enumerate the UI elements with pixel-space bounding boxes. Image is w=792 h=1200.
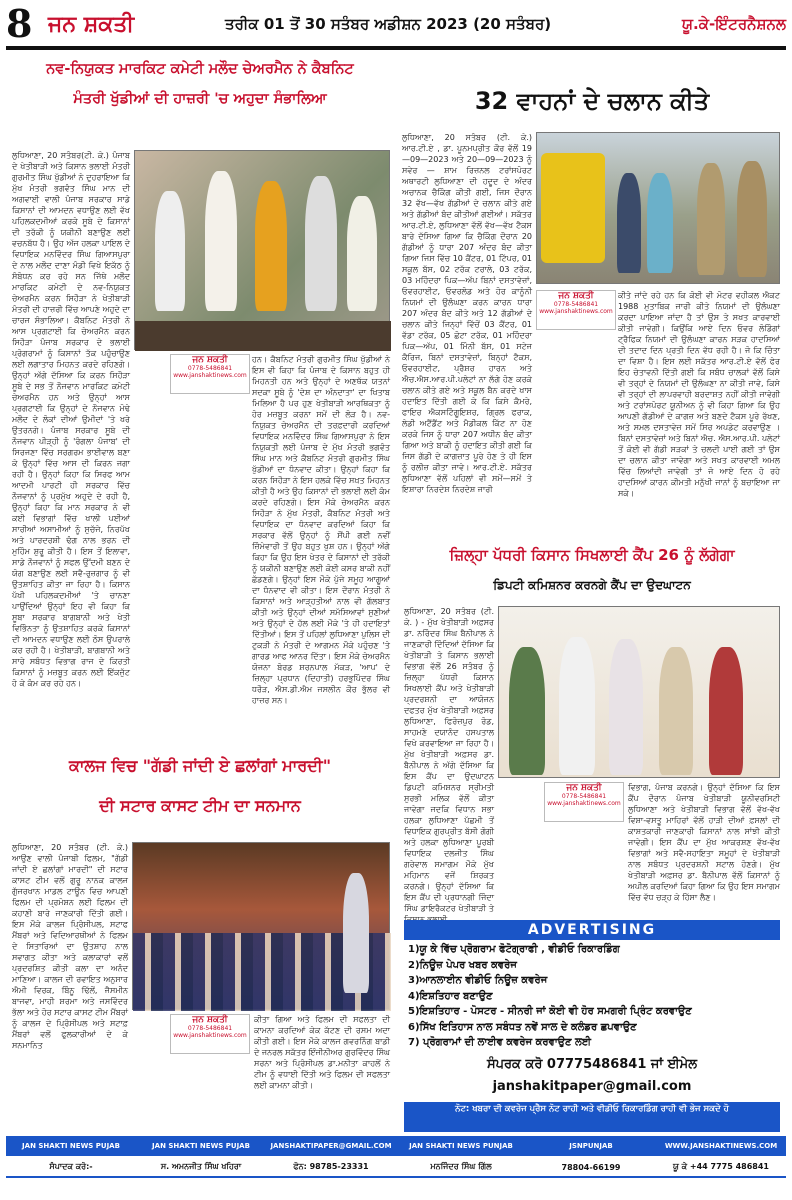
advertising-contact <box>404 1054 780 1100</box>
badge-phone: 0778-5486841 <box>187 365 233 372</box>
a2-column-1: ਲੁਧਿਆਣਾ, 20 ਸਤੰਬਰ (ਟੀ. ਕੇ.) ਆਰ.ਟੀ.ਏ , ਡਾ. ਪੂਨਮਪ੍ਰੀਤ ਕੌਰ ਵੱਲੋਂ 19—09—2023 ਅਤੇ 20—09—2023 ਨੂੰ ਸਵੇਰ — ਸ਼ਾਮ ਰਿਜ਼ਨਲ ਟਰਾਂਸਪੋਰਟ ਅਥਾਰਟੀ ਲੁਧਿਆਣਾ ਦੀ ਹਦੂਦ ਦੇ ਅੰਦਰ ਅਚਾਨਕ ਚੈਕਿੰਗ ਕੀਤੀ ਗਈ, ਜਿਸ ਦੌਰਾਨ 32 ਵੱਖ—ਵੱਖ ਗੱਡੀਆਂ ਦੇ ਚਲਾਨ ਕੀਤੇ ਗਏ ਅਤੇ ਗੱਡੀਆਂ ਬੰਦ ਕੀਤੀਆਂ ਗਈਆਂ। ਸਕੱਤਰ ਆਰ.ਟੀ.ਏ, ਲੁਧਿਆਣਾ ਵੱਲੋਂ ਵੱਖ—ਵੱਖ ਟੈਕਸ ਬਾਰੇ ਦੱਸਿਆ ਗਿਆ ਕਿ ਚੈਕਿੰਗ ਦੌਰਾਨ 20 ਗੱਡੀਆਂ ਨੂੰ ਧਾਰਾ 207 ਅੰਦਰ ਬੰਦ ਕੀਤਾ ਗਿਆ ਜਿਸ ਵਿੱਚ 10 ਕੈਂਟਰ, 01 ਟਿੱਪਰ, 01 ਸਕੂਲ ਬੱਸ, 02 ਟਰੱਕ ਟਰਾਲੇ, 03 ਟਰੱਕ, 03 ਮਹਿੰਦਰਾ ਪਿਕ—ਅੱਪ ਬਿਨਾਂ ਦਸਤਾਵੇਜ਼ਾਂ, ਓਵਰਹਾਈਟ, ਓਵਰਲੋਡ ਅਤੇ ਹੋਰ ਕਾਨੂੰਨੀ ਨਿਯਮਾਂ ਦੀ ਉਲੰਘਣਾ ਕਰਨ ਕਾਰਨ ਧਾਰਾ 207 ਅੰਦਰ ਬੰਦ ਕੀਤੇ ਅਤੇ 12 ਗੱਡੀਆਂ ਦੇ ਚਲਾਨ ਕੀਤੇ ਜਿਨ੍ਹਾਂ ਵਿੱਚੋਂ 03 ਕੈਂਟਰ, 01 ਵੱਡਾ ਟਰੱਕ, 05 ਛੋਟਾ ਟਰੱਕ, 01 ਮਹਿੰਦਰਾ ਪਿਕ—ਅੱਪ, 01 ਮਿੰਨੀ ਬੱਸ, 01 ਸਟੇਜ ਕੈਰਿਜ, ਬਿਨਾਂ ਦਸਤਾਵੇਜ਼ਾਂ, ਬਿਨ੍ਹਾਂ ਟੈਕਸ, ਓਵਰਹਾਈਟ, ਪ੍ਰੈਸ਼ਰ ਹਾਰਨ ਅਤੇ ਐਚ.ਐਸ.ਆਰ.ਪੀ.ਪਲੇਟਾਂ ਨਾ ਲੱਗੇ ਹੋਣ ਕਰਕੇ ਚਲਾਨ ਕੀਤੇ ਗਏ ਅਤੇ ਸਕੂਲ ਬੈਨ ਕਰਦੇ ਖਾਸ ਹਦਾਇਤ ਦਿੱਤੀ ਗਈ ਕੇ ਕਿ ਕਿਸੇ ਕੈਮਰੇ, ਫਾਇਰ ਐਕਸਟਿੰਗੂਇਸ਼ਰ, ਗ੍ਰਿਲ ਫਰਾਕ, ਲੇਡੀ ਅਟੈਂਡੈਂਟ ਅਤੇ ਮੈਡੀਕਲ ਕਿੱਟ ਨਾ ਹੋਣ ਕਰਕੇ ਜਿਸ ਨੂੰ ਧਾਰਾ 207 ਅਧੀਨ ਬੰਦ ਕੀਤਾ ਗਿਆ ਅਤੇ ਬਾਕੀ ਨੂੰ ਹਦਾਇਤ ਕੀਤੀ ਗਈ ਕਿ ਜਿਸ ਗੱਡੀ ਦੇ ਕਾਗਜ਼ਾਤ ਪੂਰੇ ਹੋਣ ਤੇ ਹੀ ਇਸ ਨੂੰ ਰਲੀਜ਼ ਕੀਤਾ ਜਾਵੇ। ਆਰ.ਟੀ.ਏ. ਸਕੱਤਰ ਲੁਧਿਆਣਾ ਵੱਲੋਂ ਪਹਿਲਾਂ ਵੀ ਸਮੇਂ—ਸਮੇਂ ਤੇ ਇਸ਼ਾਰਾ ਨਿਰਦੇਸ਼ ਨਿਰਦੇਸ਼ ਜਾਰੀ <box>402 133 532 494</box>
instagram-link[interactable]: JAN SHAKTI NEWS PUNJAB <box>409 1142 513 1150</box>
a1-headline-2: ਮੰਤਰੀ ਖੁੱਡੀਆਂ ਦੀ ਹਾਜ਼ਰੀ 'ਚ ਅਹੁਦਾ ਸੰਭਾਲਿਆ <box>73 91 327 107</box>
person-figure <box>559 637 595 775</box>
ad-item: 6)ਸਿੱਖ ਇਤਿਹਾਸ ਨਾਲ ਸਬੰਧਤ ਨਵੇਂ ਸਾਲ ਦੇ ਕਲੰਡਰ ਛਪਵਾਉਣ <box>408 1021 637 1033</box>
a3-photo <box>498 606 780 778</box>
email-link[interactable]: JANSHAKTIPAPER@GMAIL.COM <box>270 1142 392 1150</box>
badge-phone: 0778-5486841 <box>187 1025 233 1032</box>
credit-editor-name: ਸ. ਅਮਨਜੀਤ ਸਿੰਘ ਖਹਿਰਾ <box>160 1162 242 1171</box>
credit-uk-phone: ਯੂ ਕੇ +44 7775 486841 <box>673 1162 769 1171</box>
person-figure <box>205 171 237 311</box>
a1-column-1: ਲੁਧਿਆਣਾ, 20 ਸਤੰਬਰ(ਟੀ. ਕੇ.) ਪੰਜਾਬ ਦੇ ਖੇਤੀਬਾੜੀ ਅਤੇ ਕਿਸਾਨ ਭਲਾਈ ਮੰਤਰੀ ਗੁਰਮੀਤ ਸਿੰਘ ਖੁੱਡੀਆਂ ਨੇ ਦੁਹਰਾਇਆ ਕਿ ਮੁੱਖ ਮੰਤਰੀ ਭਗਵੰਤ ਸਿੰਘ ਮਾਨ ਦੀ ਅਗਵਾਈ ਵਾਲੀ ਪੰਜਾਬ ਸਰਕਾਰ ਸਾਡੇ ਕਿਸਾਨਾਂ ਦੀ ਆਮਦਨ ਵਧਾਉਣ ਲਈ ਵੱਖ ਪਹਿਲਕਦਮੀਆਂ ਕਰਕੇ ਸੂਬੇ ਦੇ ਕਿਸਾਨਾਂ ਦੀ ਤਰੱਕੀ ਨੂੰ ਯਕੀਨੀ ਬਣਾਉਣ ਲਈ ਵਚਨਬੱਧ ਹੈ। ਉਹ ਅੱਜ ਹਲਕਾ ਪਾਇਲ ਦੇ ਵਿਧਾਇਕ ਮਨਵਿੰਦਰ ਸਿੰਘ ਗਿਆਸਪੁਰਾ ਦੇ ਨਾਲ ਮਲੌਦ ਦਾਣਾ ਮੰਡੀ ਵਿਖੇ ਇਕੱਠ ਨੂੰ ਸੰਬੋਧਨ ਕਰ ਰਹੇ ਸਨ ਜਿੱਥੇ ਮਲੌਦ ਮਾਰਕਿਟ ਕਮੇਟੀ ਦੇ ਨਵ-ਨਿਯੁਕਤ ਚੇਅਰਮੈਨ ਕਰਨ ਸਿਹੌੜਾ ਨੇ ਖੇਤੀਬਾੜੀ ਮੰਤਰੀ ਦੀ ਹਾਜ਼ਰੀ ਵਿੱਚ ਆਪਣੇ ਅਹੁਦੇ ਦਾ ਚਾਰਜ ਸੰਭਾਲਿਆ। ਕੈਬਨਿਟ ਮੰਤਰੀ ਨੇ ਆਸ ਪ੍ਰਗਟਾਈ ਕਿ ਚੇਅਰਮੈਨ ਕਰਨ ਸਿਹੌੜਾ ਪੰਜਾਬ ਸਰਕਾਰ ਦੇ ਭਲਾਈ ਪ੍ਰੋਗਰਾਮਾਂ ਨੂੰ ਕਿਸਾਨਾਂ ਤੱਕ ਪਹੁੰਚਾਉਣ ਲਈ ਲਗਾਤਾਰ ਮਿਹਨਤ ਕਰਦੇ ਰਹਿਣਗੇ। ਉਨ੍ਹਾਂ ਅੱਗੇ ਦੱਸਿਆ ਕਿ ਕਰਨ ਸਿਹੌੜਾ ਸੂਬੇ ਦੇ ਸਭ ਤੋਂ ਨੌਜਵਾਨ ਮਾਰਕਿਟ ਕਮੇਟੀ ਚੇਅਰਮੈਨ ਹਨ ਅਤੇ ਉਨ੍ਹਾਂ ਆਸ ਪ੍ਰਗਟਾਈ ਕਿ ਉਨ੍ਹਾਂ ਦੇ ਨੌਜਵਾਨ ਮੋਢੇ ਮਲੌਦ ਦੇ ਲੋਕਾਂ ਦੀਆਂ ਉਮੀਦਾਂ 'ਤੇ ਖਰੇ ਉਤਰਨਗੇ। ਪੰਜਾਬ ਸਰਕਾਰ ਸੂਬੇ ਦੀ ਨੌਜਵਾਨ ਪੀੜ੍ਹੀ ਨੂੰ 'ਰੰਗਲਾ ਪੰਜਾਬ' ਦੀ ਸਿਰਜਣਾ ਵਿੱਚ ਸਰਗਰਮ ਭਾਈਵਾਲ ਬਣਾ ਕੇ ਉਨ੍ਹਾਂ ਵਿੱਚ ਆਸ ਦੀ ਕਿਰਨ ਜਗਾ ਰਹੀ ਹੈ। ਉਨ੍ਹਾਂ ਕਿਹਾ ਕਿ ਸਿਰਫ ਆਮ ਆਦਮੀ ਪਾਰਟੀ ਹੀ ਸਰਕਾਰ ਵਿੱਚ ਨੌਜਵਾਨਾਂ ਨੂੰ ਪ੍ਰਮੁੱਖ ਅਹੁਦੇ ਦੇ ਰਹੀ ਹੈ, ਉਨ੍ਹਾਂ ਕਿਹਾ ਕਿ ਮਾਨ ਸਰਕਾਰ ਨੇ ਵੀ ਕਈ ਵਿਭਾਗਾਂ ਵਿੱਚ ਖਾਲੀ ਪਈਆਂ ਸਾਰੀਆਂ ਅਸਾਮੀਆਂ ਨੂੰ ਸੁਚੱਜੇ, ਨਿਰਪੱਖ ਅਤੇ ਪਾਰਦਰਸ਼ੀ ਢੰਗ ਨਾਲ ਭਰਨ ਦੀ ਮੁਹਿੰਮ ਸ਼ੁਰੂ ਕੀਤੀ ਹੈ। ਇਸ ਤੋਂ ਇਲਾਵਾ, ਸਾਡੇ ਨੌਜਵਾਨਾਂ ਨੂੰ ਸਫਲ ਉੱਦਮੀ ਬਣਨ ਦੇ ਯੋਗ ਬਣਾਉਣ ਲਈ ਸਵੈ-ਰੁਜ਼ਗਾਰ ਨੂੰ ਵੀ ਉਤਸ਼ਾਹਿਤ ਕੀਤਾ ਜਾ ਰਿਹਾ ਹੈ। ਕਿਸਾਨ ਪੱਖੀ ਪਹਿਲਕਦਮੀਆਂ 'ਤੇ ਚਾਨਣਾ ਪਾਉਂਦਿਆਂ ਉਨ੍ਹਾਂ ਇਹ ਵੀ ਕਿਹਾ ਕਿ ਸੂਬਾ ਸਰਕਾਰ ਬਾਗਬਾਨੀ ਅਤੇ ਖੇਤੀ ਵਿਭਿੰਨਤਾ ਨੂੰ ਉਤਸ਼ਾਹਿਤ ਕਰਕੇ ਕਿਸਾਨਾਂ ਦੀ ਆਮਦਨ ਵਧਾਉਣ ਲਈ ਠੋਸ ਉਪਰਾਲੇ ਕਰ ਰਹੀ ਹੈ। ਖੇਤੀਬਾੜੀ, ਬਾਗਬਾਨੀ ਅਤੇ ਸਾਰੇ ਸਬੰਧਤ ਵਿਭਾਗ ਰਾਜ ਦੇ ਕਿਰਤੀ ਕਿਸਾਨਾਂ ਨੂੰ ਮਜ਼ਬੂਤ ਕਰਨ ਲਈ ਇੱਕਜੁੱਟ ਹੋ ਕੇ ਕੰਮ ਕਰ ਰਹੇ ਹਨ। <box>12 151 130 688</box>
person-figure <box>609 639 643 775</box>
credit-phone: ਫੋਨ: 98785-23331 <box>293 1162 369 1171</box>
a4-headline-1: ਕਾਲਜ ਵਿਚ "ਗੱਡੀ ਜਾਂਦੀ ਏ ਛਲਾਂਗਾਂ ਮਾਰਦੀ" <box>68 756 332 775</box>
footer-credits <box>6 1158 786 1178</box>
a1-headline-1: ਨਵ-ਨਿਯੁਕਤ ਮਾਰਕਿਟ ਕਮੇਟੀ ਮਲੌਦ ਚੇਅਰਮੈਨ ਨੇ ਕੈਬਨਿਟ <box>46 61 354 77</box>
contact-email[interactable]: janshakitpaper@gmail.com <box>492 1079 692 1094</box>
youtube-link[interactable]: JSNPUNJAB <box>569 1142 613 1150</box>
badge-phone: 0778-5486841 <box>561 793 607 800</box>
person-figure <box>697 163 725 275</box>
contact-line: ਸੰਪਰਕ ਕਰੋ 07775486841 ਜਾਂ ਈਮੇਲ <box>486 1057 698 1072</box>
badge-name: ਜਨ ਸ਼ਕਤੀ <box>192 355 228 365</box>
jan-shakti-badge <box>544 782 624 822</box>
credit-second-phone: 78804-66199 <box>561 1162 621 1172</box>
date-line: ਤਰੀਕ 01 ਤੋਂ 30 ਸਤੰਬਰ ਅਡੀਸ਼ਨ 2023 (20 ਸਤੰਬਰ) <box>225 15 552 33</box>
a3-column-2: ਵਿਭਾਗ, ਪੰਜਾਬ ਕਰਨਗੇ। ਉਨ੍ਹਾਂ ਦੱਸਿਆ ਕਿ ਇਸ ਕੈਂਪ ਦੌਰਾਨ ਪੰਜਾਬ ਖੇਤੀਬਾੜੀ ਯੂਨੀਵਰਸਿਟੀ ਲੁਧਿਆਣਾ ਅਤੇ ਖੇਤੀਬਾੜੀ ਵਿਭਾਗ ਵੱਲੋਂ ਵੱਖ-ਵੱਖ ਵਿਸ਼ਾ-ਵਸਤੂ ਮਾਹਿਰਾਂ ਵੱਲੋਂ ਹਾੜੀ ਦੀਆਂ ਫ਼ਸਲਾਂ ਦੀ ਕਾਸ਼ਤਕਾਰੀ ਜਾਣਕਾਰੀ ਕਿਸਾਨਾਂ ਨਾਲ ਸਾਂਝੀ ਕੀਤੀ ਜਾਵੇਗੀ। ਇਸ ਕੈਂਪ ਦਾ ਮੁੱਖ ਆਕਰਸ਼ਣ ਵੱਖ-ਵੱਖ ਵਿਭਾਗਾਂ ਅਤੇ ਸਵੈ-ਸਹਾਇਤਾ ਸਮੂਹਾਂ ਦੇ ਖੇਤੀਬਾੜੀ ਨਾਲ ਸਬੰਧਤ ਪ੍ਰਦਰਸ਼ਨੀ ਸਟਾਲ ਹੋਣਗੇ। ਮੁੱਖ ਖੇਤੀਬਾੜੀ ਅਫ਼ਸਰ ਡਾ. ਬੈਨੀਪਾਲ ਵੱਲੋਂ ਕਿਸਾਨਾਂ ਨੂੰ ਅਪੀਲ ਕਰਦਿਆਂ ਕਿਹਾ ਗਿਆ ਕਿ ਉਹ ਇਸ ਸਮਾਗਮ ਵਿੱਚ ਵੱਧ ਚੜ੍ਹ ਕੇ ਹਿੱਸਾ ਲੈਣ। <box>628 783 780 902</box>
footer-links <box>6 1136 786 1156</box>
ad-item: 7) ਪ੍ਰੋਗਰਾਮਾਂ ਦੀ ਲਾਈਵ ਕਵਰੇਜ ਕਰਵਾਉਣ ਲਈ <box>408 1037 592 1048</box>
jan-shakti-badge <box>536 290 616 330</box>
website-link[interactable]: WWW.JANSHAKTINEWS.COM <box>664 1142 778 1150</box>
ad-item: 2)ਨਿਊਜ਼ ਪੇਪਰ ਖਬਰ ਕਵਰੇਜ <box>408 959 517 971</box>
a4-column-2: ਕੀਤਾ ਗਿਆ ਅਤੇ ਫਿਲਮ ਦੀ ਸਫਲਤਾ ਦੀ ਕਾਮਨਾ ਕਰਦਿਆਂ ਕੇਕ ਕੱਟਣ ਦੀ ਰਸਮ ਅਦਾ ਕੀਤੀ ਗਈ। ਇਸ ਮੌਕੇ ਕਾਲਜ ਗਵਰਨਿੰਗ ਬਾਡੀ ਦੇ ਜਨਰਲ ਸਕੱਤਰ ਇੰਜੀਨੀਅਰ ਗੁਰਵਿੰਦਰ ਸਿੰਘ ਸਰਨਾ ਅਤੇ ਪ੍ਰਿੰਸੀਪਲ ਡਾ.ਮਨੀਤਾ ਕਾਹਲੋਂ ਨੇ ਟੀਮ ਨੂੰ ਵਧਾਈ ਦਿੱਤੀ ਅਤੇ ਫਿਲਮ ਦੀ ਸਫਲਤਾ ਲਈ ਕਾਮਨਾ ਕੀਤੀ। <box>254 1015 390 1090</box>
edition-label: ਯੂ.ਕੇ-ਇੰਟਰਨੈਸ਼ਨਲ <box>682 15 786 33</box>
person-figure <box>347 196 377 311</box>
jan-shakti-badge <box>170 1014 250 1054</box>
a2-headline: 32 ਵਾਹਨਾਂ ਦੇ ਚਲਾਨ ਕੀਤੇ <box>474 87 710 115</box>
person-figure <box>255 181 287 311</box>
a1-column-2: ਹਨ। ਕੈਬਨਿਟ ਮੰਤਰੀ ਗੁਰਮੀਤ ਸਿੰਘ ਖੁੱਡੀਆਂ ਨੇ ਇਸ ਵੀ ਕਿਹਾ ਕਿ ਪੰਜਾਬ ਦੇ ਕਿਸਾਨ ਬਹੁਤ ਹੀ ਮਿਹਨਤੀ ਹਨ ਅਤੇ ਉਨ੍ਹਾਂ ਦੇ ਅਣਥੱਕ ਯਤਨਾਂ ਸਦਕਾ ਸੂਬੇ ਨੂੰ 'ਦੇਸ਼ ਦਾ ਅੰਨਦਾਤਾ' ਦਾ ਖਿਤਾਬ ਮਿਲਿਆ ਹੈ ਪਰ ਹੁਣ ਖੇਤੀਬਾੜੀ ਆਰਥਿਕਤਾ ਨੂੰ ਹੋਰ ਮਜ਼ਬੂਤ ਕਰਨਾ ਸਮੇਂ ਦੀ ਲੋੜ ਹੈ। ਨਵ-ਨਿਯੁਕਤ ਚੇਅਰਮੈਨ ਦੀ ਤਰਫ਼ਦਾਰੀ ਕਰਦਿਆਂ ਵਿਧਾਇਕ ਮਨਵਿੰਦਰ ਸਿੰਘ ਗਿਆਸਪੁਰਾ ਨੇ ਇਸ ਨਿਯੁਕਤੀ ਲਈ ਪੰਜਾਬ ਦੇ ਮੁੱਖ ਮੰਤਰੀ ਭਗਵੰਤ ਸਿੰਘ ਮਾਨ ਅਤੇ ਕੈਬਨਿਟ ਮੰਤਰੀ ਗੁਰਮੀਤ ਸਿੰਘ ਖੁੱਡੀਆਂ ਦਾ ਧੰਨਵਾਦ ਕੀਤਾ। ਉਨ੍ਹਾਂ ਕਿਹਾ ਕਿ ਕਰਨ ਸਿਹੌੜਾ ਨੇ ਇਸ ਹਲਕੇ ਵਿੱਚ ਸਖ਼ਤ ਮਿਹਨਤ ਕੀਤੀ ਹੈ ਅਤੇ ਉਹ ਕਿਸਾਨਾਂ ਦੀ ਭਲਾਈ ਲਈ ਕੰਮ ਕਰਦੇ ਰਹਿਣਗੇ। ਇਸ ਮੌਕੇ ਚੇਅਰਮੈਨ ਕਰਨ ਸਿਹੌੜਾ ਨੇ ਮੁੱਖ ਮੰਤਰੀ, ਕੈਬਨਿਟ ਮੰਤਰੀ ਅਤੇ ਵਿਧਾਇਕ ਦਾ ਧੰਨਵਾਦ ਕਰਦਿਆਂ ਕਿਹਾ ਕਿ ਸਰਕਾਰ ਵੱਲੋਂ ਉਨ੍ਹਾਂ ਨੂੰ ਸੌਂਪੀ ਗਈ ਨਵੀਂ ਜ਼ਿੰਮੇਵਾਰੀ ਤੋਂ ਉਹ ਬਹੁਤ ਖੁਸ਼ ਹਨ। ਉਨ੍ਹਾਂ ਅੱਗੇ ਕਿਹਾ ਕਿ ਉਹ ਇਸ ਖੇਤਰ ਦੇ ਕਿਸਾਨਾਂ ਦੀ ਤਰੱਕੀ ਨੂੰ ਯਕੀਨੀ ਬਣਾਉਣ ਲਈ ਕੋਈ ਕਸਰ ਬਾਕੀ ਨਹੀਂ ਛੱਡਣਗੇ। ਉਨ੍ਹਾਂ ਇਸ ਮੌਕੇ ਪੁੱਜੇ ਸਮੂਹ ਆਗੂਆਂ ਦਾ ਧੰਨਵਾਦ ਵੀ ਕੀਤਾ। ਇਸ ਦੌਰਾਨ ਮੰਤਰੀ ਨੇ ਕਿਸਾਨਾਂ ਅਤੇ ਆੜ੍ਹਤੀਆਂ ਨਾਲ ਵੀ ਗੱਲਬਾਤ ਕੀਤੀ ਅਤੇ ਉਨ੍ਹਾਂ ਦੀਆਂ ਸਮੱਸਿਆਵਾਂ ਸੁਣੀਆਂ ਅਤੇ ਉਨ੍ਹਾਂ ਦੇ ਹੱਲ ਲਈ ਮੌਕੇ 'ਤੇ ਹੀ ਹਦਾਇਤਾਂ ਦਿੱਤੀਆਂ। ਇਸ ਤੋਂ ਪਹਿਲਾਂ ਲੁਧਿਆਣਾ ਪੁਲਿਸ ਦੀ ਟੁਕੜੀ ਨੇ ਮੰਤਰੀ ਦੇ ਆਗਮਨ ਮੌਕੇ ਪਹੁੰਚਣ 'ਤੇ ਗਾਰਡ ਆਫ ਆਨਰ ਦਿੱਤਾ। ਇਸ ਮੌਕੇ ਚੇਅਰਮੈਨ ਯੋਜਨਾ ਬੋਰਡ ਸ਼ਰਨਪਾਲ ਮੱਕੜ, 'ਆਪ' ਦੇ ਜ਼ਿਲ੍ਹਾ ਪ੍ਰਧਾਨ (ਦਿਹਾਤੀ) ਹਰਭੁਪਿੰਦਰ ਸਿੰਘ ਧਰੌੜ, ਐਸ.ਡੀ.ਐਮ ਜਸਲੀਨ ਕੌਰ ਭੁੱਲਰ ਵੀ ਹਾਜ਼ਰ ਸਨ। <box>252 355 390 705</box>
school-bus <box>541 153 605 263</box>
credit-second-name: ਮਨਜਿੰਦਰ ਸਿੰਘ ਗਿੱਲ <box>430 1162 492 1171</box>
header-rule <box>6 46 786 50</box>
facebook-link[interactable]: JAN SHAKTI NEWS PUJAB <box>22 1142 120 1150</box>
person-figure <box>155 191 185 311</box>
badge-site: www.janshaktinews.com <box>539 308 613 315</box>
facebook-page-link[interactable]: JAN SHAKTI NEWS PUJAB <box>152 1142 250 1150</box>
badge-name: ਜਨ ਸ਼ਕਤੀ <box>192 1015 228 1025</box>
a3-subheadline: ਡਿਪਟੀ ਕਮਿਸ਼ਨਰ ਕਰਨਗੇ ਕੈਂਪ ਦਾ ਉਦਘਾਟਨ <box>493 578 691 592</box>
person-figure <box>305 176 337 311</box>
person-figure <box>617 173 641 273</box>
person-figure <box>343 873 369 993</box>
person-figure <box>659 647 693 775</box>
coverage-note: ਨੋਟ: ਖਬਰਾ ਦੀ ਕਵਰੇਜ ਪ੍ਰੈਸ ਨੋਟ ਰਾਹੀ ਅਤੇ ਵੀਡੀਓ ਰਿਕਾਰਡਿੰਗ ਰਾਹੀ ਵੀ ਭੇਜ ਸਕਦੇ ਹੋ <box>404 1102 780 1132</box>
badge-phone: 0778-5486841 <box>553 301 599 308</box>
badge-name: ਜਨ ਸ਼ਕਤੀ <box>558 291 594 301</box>
person-figure <box>709 647 743 775</box>
jan-shakti-badge <box>170 354 250 394</box>
a4-column-1: ਲੁਧਿਆਣਾ, 20 ਸਤੰਬਰ (ਟੀ. ਕੇ.) ਆਉਣ ਵਾਲੀ ਪੰਜਾਬੀ ਫਿਲਮ, "ਗੱਡੀ ਜਾਂਦੀ ਏ ਛਲਾਂਗਾਂ ਮਾਰਦੀ" ਦੀ ਸਟਾਰ ਕਾਸਟ ਟੀਮ ਵਲੋਂ ਗੁਰੂ ਨਾਨਕ ਕਾਲਜ ਗੁੱਜਰਖਾਨ ਮਾਡਲ ਟਾਊਨ ਵਿਚ ਆਪਣੀ ਫਿਲਮ ਦੀ ਪ੍ਰਮੋਸ਼ਨ ਲਈ ਫਿਲਮ ਦੀ ਕਹਾਣੀ ਬਾਰੇ ਜਾਣਕਾਰੀ ਦਿੱਤੀ ਗਈ। ਇਸ ਮੌਕੇ ਕਾਲਜ ਪ੍ਰਿੰਸੀਪਲ, ਸਟਾਫ ਮੈਂਬਰਾਂ ਅਤੇ ਵਿਦਿਆਰਥੀਆਂ ਨੇ ਫਿਲਮ ਦੇ ਸਿਤਾਰਿਆਂ ਦਾ ਉਤਸ਼ਾਹ ਨਾਲ ਸਵਾਗਤ ਕੀਤਾ ਅਤੇ ਕਲਾਕਾਰਾਂ ਵਲੋਂ ਪ੍ਰਦਰਸ਼ਿਤ ਕੀਤੀ ਕਲਾ ਦਾ ਅਨੰਦ ਮਾਣਿਆ। ਕਾਲਜ ਦੀ ਰਵਾਇਤ ਅਨੁਸਾਰ ਐਮੀ ਵਿਰਕ, ਬਿੰਨੂ ਢਿੱਲੋਂ, ਜੈਸਮੀਨ ਬਾਜਵਾ, ਮਾਹੀ ਸ਼ਰਮਾ ਅਤੇ ਜਸਵਿੰਦਰ ਭੱਲਾ ਅਤੇ ਹੋਰ ਸਟਾਰ ਕਾਸਟ ਟੀਮ ਮੈਂਬਰਾਂ ਨੂੰ ਕਾਲਜ ਦੇ ਪ੍ਰਿੰਸੀਪਲ ਅਤੇ ਸਟਾਫ਼ ਮੈਂਬਰਾਂ ਵਲੋਂ ਫੁਲਕਾਰੀਆਂ ਦੇ ਕੇ ਸਨਮਾਨਿਤ <box>12 843 128 1050</box>
person-figure <box>647 173 673 273</box>
a3-headline: ਜ਼ਿਲ੍ਹਾ ਪੱਧਰੀ ਕਿਸਾਨ ਸਿਖਲਾਈ ਕੈਂਪ 26 ਨੂੰ ਲੱਗੇਗਾ <box>449 546 735 564</box>
a4-photo <box>132 842 390 1010</box>
advertising-title: ADVERTISING <box>404 920 780 940</box>
ad-item: 1)ਯੂ ਕੇ ਵਿੱਚ ਪ੍ਰੋਗਰਾਮ ਫੋਟੋਗ੍ਰਾਫੀ , ਵੀਡੀਓ ਰਿਕਾਰਡਿੰਗ <box>408 944 620 955</box>
badge-name: ਜਨ ਸ਼ਕਤੀ <box>566 783 602 793</box>
ad-item: 4)ਇਸ਼ਤਿਹਾਰ ਬਣਾਉਣ <box>408 990 493 1002</box>
paper-logo: ਜਨ ਸ਼ਕਤੀ <box>48 12 135 37</box>
a3-column-1: ਲੁਧਿਆਣਾ, 20 ਸਤੰਬਰ (ਟੀ. ਕੇ. ) - ਮੁੱਖ ਖੇਤੀਬਾੜੀ ਅਫ਼ਸਰ ਡਾ. ਨਰਿੰਦਰ ਸਿੰਘ ਬੈਨੀਪਾਲ ਨੇ ਜਾਣਕਾਰੀ ਦਿੰਦਿਆਂ ਦੱਸਿਆ ਕਿ ਖੇਤੀਬਾੜੀ ਤੇ ਕਿਸਾਨ ਭਲਾਈ ਵਿਭਾਗ ਵੱਲੋਂ 26 ਸਤੰਬਰ ਨੂੰ ਜ਼ਿਲ੍ਹਾ ਪੱਧਰੀ ਕਿਸਾਨ ਸਿਖਲਾਈ ਕੈਂਪ ਅਤੇ ਖੇਤੀਬਾੜੀ ਪ੍ਰਦਰਸ਼ਨੀ ਦਾ ਆਯੋਜਨ ਦਫਤਰ ਮੁੱਖ ਖੇਤੀਬਾੜੀ ਅਫ਼ਸਰ ਲੁਧਿਆਣਾ, ਫਿਰੋਜ਼ਪੁਰ ਰੋਡ, ਸਾਹਮਣੇ ਦਯਾਨੰਦ ਹਸਪਤਾਲ ਵਿਖੇ ਕਰਵਾਇਆ ਜਾ ਰਿਹਾ ਹੈ। ਮੁੱਖ ਖੇਤੀਬਾੜੀ ਅਫ਼ਸਰ ਡਾ. ਬੈਨੀਪਾਲ ਨੇ ਅੱਗੇ ਦੱਸਿਆ ਕਿ ਇਸ ਕੈਂਪ ਦਾ ਉਦਘਾਟਨ ਡਿਪਟੀ ਕਮਿਸ਼ਨਰ ਸ੍ਰੀਮਤੀ ਸੁਰਭੀ ਮਲਿਕ ਵੱਲੋਂ ਕੀਤਾ ਜਾਵੇਗਾ ਜਦਕਿ ਵਿਧਾਨ ਸਭਾ ਹਲਕਾ ਲੁਧਿਆਣਾ ਪੱਛਮੀ ਤੋਂ ਵਿਧਾਇਕ ਗੁਰਪ੍ਰੀਤ ਬੱਸੀ ਗੋਗੀ ਅਤੇ ਹਲਕਾ ਲੁਧਿਆਣਾ ਪੂਰਬੀ ਵਿਧਾਇਕ ਦਲਜੀਤ ਸਿੰਘ ਗਰੇਵਾਲ ਸਮਾਗਮ ਮੌਕੇ ਮੁੱਖ ਮਹਿਮਾਨ ਵਜੋਂ ਸ਼ਿਰਕਤ ਕਰਨਗੇ। ਉਨ੍ਹਾਂ ਦੱਸਿਆ ਕਿ ਇਸ ਕੈਂਪ ਦੀ ਪ੍ਰਧਾਨਗੀ ਜਿੰਦਾ ਸਿੰਘ ਡਾਇਰੈਕਟਰ ਖੇਤੀਬਾੜੀ ਤੇ <box>404 607 494 913</box>
a4-headline-2: ਦੀ ਸਟਾਰ ਕਾਸਟ ਟੀਮ ਦਾ ਸਨਮਾਨ <box>99 796 301 815</box>
person-figure <box>509 647 545 775</box>
badge-site: www.janshaktinews.com <box>173 1032 247 1039</box>
advertising-list <box>404 942 780 1052</box>
ad-item: 5)ਇਸ਼ਤਿਹਾਰ - ਪੋਸਟਰ - ਸੀਨਰੀ ਜਾਂ ਕੋਈ ਵੀ ਹੋਰ ਸਮਗਰੀ ਪ੍ਰਿੰਟ ਕਰਵਾਉਣ <box>408 1006 692 1017</box>
a2-column-2: ਕੀਤੇ ਜਾਂਦੇ ਰਹੇ ਹਨ ਕਿ ਕੋਈ ਵੀ ਮੋਟਰ ਵਹੀਕਲ ਐਕਟ 1988 ਮੁਤਾਬਿਕ ਜਾਰੀ ਕੀਤੇ ਨਿਯਮਾਂ ਦੀ ਉਲੰਘਣਾ ਕਰਦਾ ਪਾਇਆ ਜਾਂਦਾ ਹੈ ਤਾਂ ਉਸ ਤੇ ਸਖਤ ਕਾਰਵਾਈ ਕੀਤੀ ਜਾਵੇਗੀ। ਕਿਉਂਕਿ ਆਏ ਦਿਨ ਓਵਰ ਲੋਡਿੰਗਾਂ ਟ੍ਰੈਫਿਕ ਨਿਯਮਾਂ ਦੀ ਉਲੰਘਣਾ ਕਾਰਨ ਸੜਕ ਹਾਦਸਿਆਂ ਦੀ ਤਦਾਦ ਦਿਨ ਪ੍ਰਤੀ ਦਿਨ ਵੱਧ ਰਹੀ ਹੈ। ਜੋ ਕਿ ਚਿੰਤਾ ਦਾ ਵਿਸ਼ਾ ਹੈ। ਇਸ ਲਈ ਸਕੱਤਰ ਆਰ.ਟੀ.ਏ ਵੱਲੋਂ ਫੇਰ ਇਹ ਚੇਤਾਵਨੀ ਦਿੱਤੀ ਗਈ ਕਿ ਸਬੰਧ ਚਾਲਕਾਂ ਵੱਲੋਂ ਕਿਸੇ ਵੀ ਤਰ੍ਹਾਂ ਦੇ ਨਿਯਮਾਂ ਦੀ ਉਲੰਘਣਾ ਨਾ ਕੀਤੀ ਜਾਵੇ, ਕਿਸੇ ਵੀ ਤਰ੍ਹਾਂ ਦੀ ਲਾਪਰਵਾਹੀ ਬਰਦਾਸ਼ਤ ਨਹੀਂ ਕੀਤੀ ਜਾਵੇਗੀ ਅਤੇ ਟਰਾਂਸਪੋਰਟ ਯੂਨੀਅਨ ਨੂੰ ਵੀ ਕਿਹਾ ਗਿਆ ਕਿ ਉਹ ਆਪਣੀ ਗੱਡੀਆਂ ਦੇ ਕਾਗਜ਼ ਅਤੇ ਬਣਦੇ ਟੈਕਸ ਪੂਰੇ ਰੱਖਣ, ਅਤੇ ਸਮਲ ਦਸਤਾਵੇਜ਼ ਸਮੇਂ ਸਿਰ ਅਪਡੇਟ ਕਰਵਾਉਣ । ਬਿਨਾਂ ਦਸਤਾਵੇਜ਼ਾਂ ਅਤੇ ਬਿਨਾਂ ਐਚ. ਐਸ.ਆਰ.ਪੀ. ਪਲੇਟਾਂ ਤੋਂ ਕੋਈ ਵੀ ਗੱਡੀ ਸੜਕਾਂ ਤੇ ਚਲਦੀ ਪਾਈ ਗਈ ਤਾਂ ਉਸ ਦਾ ਚਲਾਨ ਕੀਤਾ ਜਾਵੇਗਾ ਅਤੇ ਸਖਤ ਕਾਰਵਾਈ ਅਮਲ ਵਿੱਚ ਲਿਆਂਦੀ ਜਾਵੇਗੀ ਤਾਂ ਜੋ ਆਏ ਦਿਨ ਹੋ ਰਹੇ ਹਾਦਸਿਆਂ ਕਾਰਨ ਕੀਮਤੀ ਮਨੁੱਖੀ ਜਾਨਾਂ ਨੂੰ ਬਚਾਇਆ ਜਾ ਸਕੇ। <box>618 291 780 498</box>
badge-site: www.janshaktinews.com <box>173 372 247 379</box>
ad-item: 3)ਆਨਲਾਈਨ ਵੀਡੀਓ ਨਿਊਜ਼ ਕਵਰੇਜ <box>408 975 548 986</box>
person-figure <box>737 161 767 277</box>
a2-photo <box>536 132 780 284</box>
a1-photo <box>134 150 390 350</box>
table <box>135 321 391 351</box>
page-number: 8 <box>6 1 33 46</box>
badge-site: www.janshaktinews.com <box>547 800 621 807</box>
credit-editor-label: ਸੰਪਾਦਕ ਕਰੋ:- <box>49 1162 93 1171</box>
